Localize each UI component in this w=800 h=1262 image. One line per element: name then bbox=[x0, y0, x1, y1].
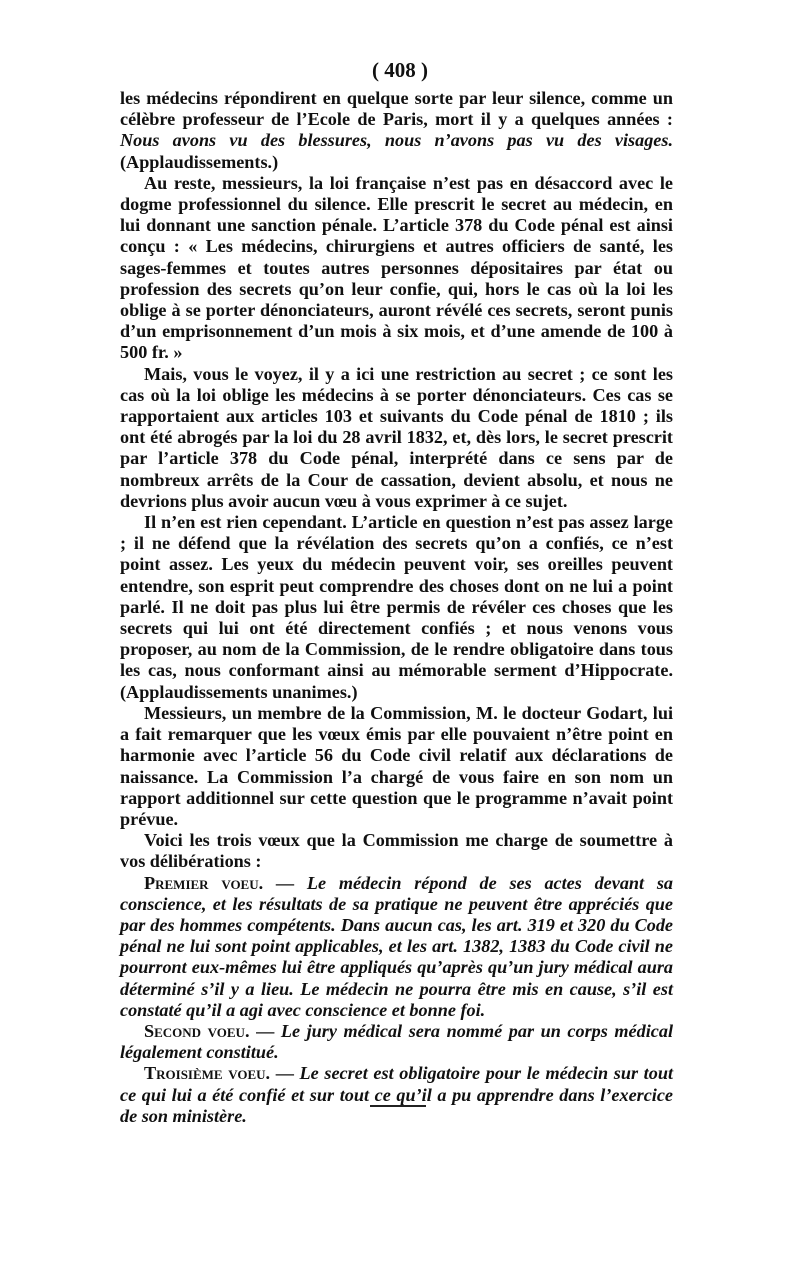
voeu-2-text: Le jury médical sera nommé par un corps médical légalement constitué. bbox=[120, 1020, 673, 1063]
voeu-3-text: Le secret est obligatoire pour le médecin sur tout ce qui lui a été confié et sur tout ce qu’il a pu apprendre dans l’exercice de son ministère. bbox=[120, 1063, 673, 1126]
voeu-1-label: Premier voeu. bbox=[144, 872, 264, 893]
paragraph-1 bbox=[120, 88, 673, 173]
voeu-3-label: Troisième voeu. bbox=[144, 1063, 271, 1084]
voeu-3 bbox=[120, 1063, 673, 1127]
page-number: ( 408 ) bbox=[372, 58, 428, 82]
voeu-1-dash: — bbox=[263, 872, 307, 893]
paragraph-1-quote: Nous avons vu des blessures, nous n’avons pas vu des visages. bbox=[120, 130, 673, 151]
voeu-2 bbox=[120, 1021, 673, 1063]
paragraph-2: Au reste, messieurs, la loi française n’est pas en désaccord avec le dogme professionnel du silence. Elle prescrit le secret au médecin, en lui donnant une sanction pénale. L’article 378 du Code pénal est ainsi conçu : « Les médecins, chirurgiens et autres officiers de santé, les sages-femmes et toutes autres personnes dépositaires par état ou profession des secrets qu’on leur confie, qui, hors le cas où la loi les oblige à se porter dénonciateurs, auront révélé ces secrets, seront punis d’un emprisonnement d’un mois à six mois, et d’une amende de 100 à 500 fr. » bbox=[120, 172, 673, 363]
voeu-2-label: Second voeu. bbox=[144, 1020, 250, 1041]
paragraph-1-applause: (Applaudissements.) bbox=[120, 151, 279, 172]
voeu-3-dash: — bbox=[270, 1063, 300, 1084]
body-text bbox=[120, 88, 673, 1127]
paragraph-1-text: les médecins répondirent en quelque sorte par leur silence, comme un célèbre professeur de l’Ecole de Paris, mort il y a quelques années : bbox=[120, 88, 673, 130]
voeu-1 bbox=[120, 873, 673, 1021]
voeu-2-dash: — bbox=[249, 1020, 281, 1041]
end-rule bbox=[370, 1105, 426, 1107]
paragraph-6: Voici les trois vœux que la Commission me charge de soumettre à vos délibérations : bbox=[120, 830, 673, 872]
paragraph-4: Il n’en est rien cependant. L’article en question n’est pas assez large ; il ne défend que la révélation des secrets qu’on a confiés, ce n’est point assez. Les yeux du médecin peuvent voir, ses oreilles peuvent entendre, son esprit peut comprendre des choses dont on ne lui a point parlé. Il ne doit pas plus lui être permis de révéler ces choses que les secrets qui lui ont été directement confiés ; et nous venons vous proposer, au nom de la Commission, de le rendre obligatoire dans tous les cas, nous conformant ainsi au mémorable serment d’Hippocrate. (Applaudissements unanimes.) bbox=[120, 512, 673, 702]
paragraph-3: Mais, vous le voyez, il y a ici une restriction au secret ; ce sont les cas où la loi oblige les médecins à se porter dénonciateurs. Ces cas se rapportaient aux articles 103 et suivants du Code pénal de 1810 ; ils ont été abrogés par la loi du 28 avril 1832, et, dès lors, le secret prescrit par l’article 378 du Code pénal, interprété dans ce sens par de nombreux arrêts de la Cour de cassation, devient absolu, et nous ne devrions plus avoir aucun vœu à vous exprimer à ce sujet. bbox=[120, 363, 673, 511]
voeu-1-text: Le médecin répond de ses actes devant sa conscience, et les résultats de sa pratique ne peuvent être appréciés que par des hommes compétents. Dans aucun cas, les art. 319 et 320 du Code pénal ne lui sont point applicables, et les art. 1382, 1383 du Code civil ne pourront eux-mêmes lui être appliqués qu’après qu’un jury médical aura déterminé s’il y a lieu. Le médecin ne pourra être mis en cause, s’il est constaté qu’il a agi avec conscience et bonne foi. bbox=[120, 872, 674, 1020]
paragraph-5: Messieurs, un membre de la Commission, M. le docteur Godart, lui a fait remarquer que les vœux émis par elle pouvaient n’être point en harmonie avec l’article 56 du Code civil relatif aux déclarations de naissance. La Commission l’a chargé de vous faire en son nom un rapport additionnel sur cette question que le programme n’avait point prévue. bbox=[120, 702, 673, 829]
